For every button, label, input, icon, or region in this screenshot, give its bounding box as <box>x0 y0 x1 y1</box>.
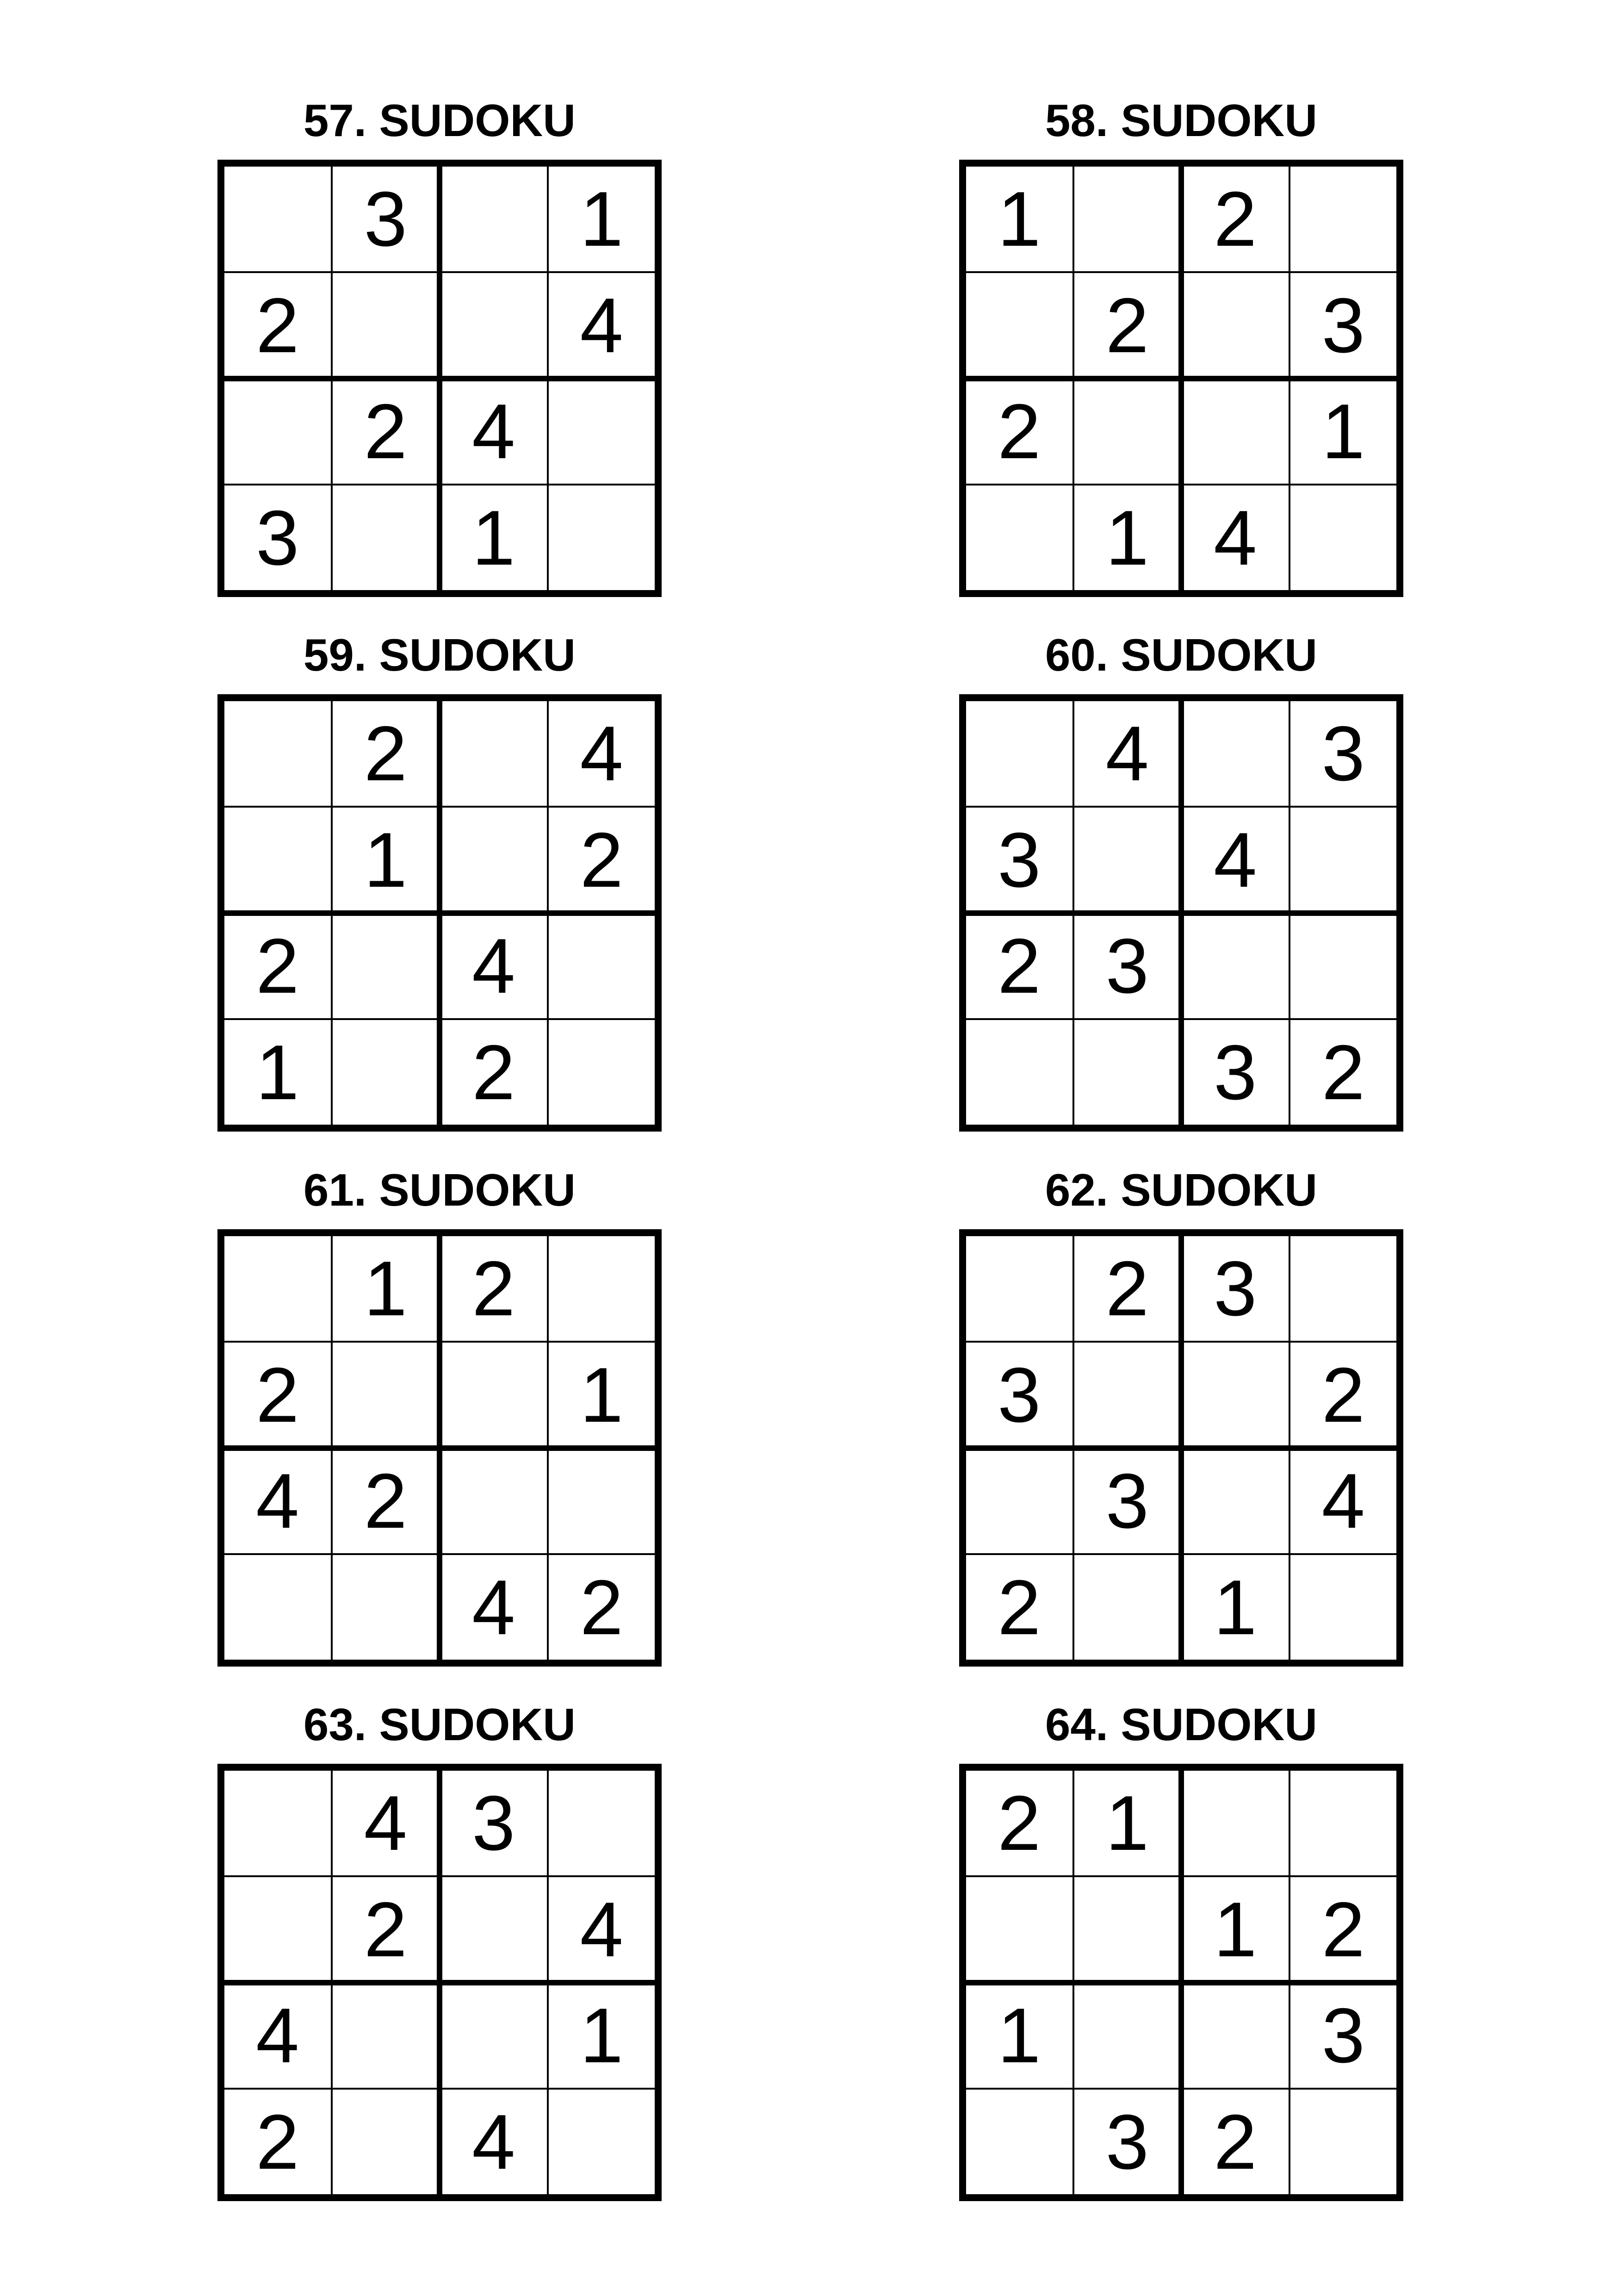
sudoku-cell[interactable] <box>548 379 656 485</box>
sudoku-grid <box>217 160 662 597</box>
sudoku-puzzle <box>959 90 1403 597</box>
sudoku-cell[interactable] <box>548 1770 656 1876</box>
sudoku-cell[interactable]: 3 <box>1289 272 1398 379</box>
sudoku-cell[interactable]: 3 <box>1073 913 1182 1020</box>
sudoku-cell[interactable] <box>965 2089 1073 2195</box>
sudoku-cell[interactable]: 3 <box>1289 700 1398 807</box>
sudoku-cell[interactable] <box>1181 700 1289 807</box>
sudoku-cell[interactable]: 2 <box>965 1554 1073 1661</box>
sudoku-cell[interactable] <box>965 485 1073 591</box>
box-divider-horizontal <box>965 910 1397 916</box>
sudoku-cell[interactable]: 2 <box>548 1554 656 1661</box>
sudoku-cell[interactable]: 4 <box>440 379 548 485</box>
sudoku-cell[interactable]: 4 <box>548 700 656 807</box>
sudoku-cell[interactable] <box>332 272 440 379</box>
sudoku-grid <box>959 160 1403 597</box>
sudoku-cell[interactable]: 3 <box>965 1342 1073 1448</box>
sudoku-cell[interactable] <box>1289 913 1398 1020</box>
sudoku-cell[interactable] <box>1289 2089 1398 2195</box>
sudoku-puzzle <box>959 1694 1403 2201</box>
sudoku-grid <box>959 1764 1403 2201</box>
puzzle-title: 60. SUDOKU <box>1045 629 1318 680</box>
sudoku-cell[interactable]: 1 <box>1289 379 1398 485</box>
sudoku-cell[interactable]: 1 <box>965 166 1073 272</box>
sudoku-cell[interactable] <box>440 1448 548 1555</box>
sudoku-cell[interactable]: 3 <box>1289 1983 1398 2089</box>
sudoku-cell[interactable] <box>965 700 1073 807</box>
sudoku-puzzle <box>959 625 1403 1132</box>
sudoku-cell[interactable]: 4 <box>332 1770 440 1876</box>
sudoku-cell[interactable] <box>548 913 656 1020</box>
sudoku-cell[interactable]: 3 <box>1181 1235 1289 1342</box>
puzzle-title: 62. SUDOKU <box>1045 1164 1318 1215</box>
sudoku-cell[interactable]: 2 <box>1181 2089 1289 2195</box>
sudoku-cell[interactable]: 2 <box>1181 166 1289 272</box>
sudoku-cell[interactable]: 3 <box>1073 1448 1182 1555</box>
box-divider-horizontal <box>223 376 656 381</box>
sudoku-cell[interactable] <box>965 272 1073 379</box>
sudoku-cell[interactable]: 2 <box>965 1770 1073 1876</box>
sudoku-cell[interactable] <box>1289 1554 1398 1661</box>
sudoku-cell[interactable] <box>1181 1342 1289 1448</box>
sudoku-cell[interactable]: 2 <box>1073 1235 1182 1342</box>
sudoku-cell[interactable] <box>1073 379 1182 485</box>
sudoku-cell[interactable] <box>223 1235 332 1342</box>
sudoku-puzzle <box>217 1160 662 1667</box>
sudoku-cell[interactable] <box>440 166 548 272</box>
sudoku-cell[interactable] <box>332 913 440 1020</box>
sudoku-cell[interactable]: 2 <box>440 1019 548 1126</box>
sudoku-cell[interactable]: 1 <box>548 166 656 272</box>
puzzle-title: 58. SUDOKU <box>1045 95 1318 146</box>
sudoku-cell[interactable]: 1 <box>440 485 548 591</box>
box-divider-horizontal <box>965 1980 1397 1985</box>
sudoku-cell[interactable] <box>1289 166 1398 272</box>
sudoku-cell[interactable]: 1 <box>1073 1770 1182 1876</box>
sudoku-cell[interactable]: 2 <box>965 913 1073 1020</box>
sudoku-cell[interactable] <box>223 379 332 485</box>
sudoku-cell[interactable] <box>1073 166 1182 272</box>
sudoku-cell[interactable] <box>1181 272 1289 379</box>
sudoku-cell[interactable]: 2 <box>440 1235 548 1342</box>
box-divider-horizontal <box>223 910 656 916</box>
sudoku-cell[interactable]: 3 <box>440 1770 548 1876</box>
sudoku-cell[interactable]: 1 <box>965 1983 1073 2089</box>
sudoku-cell[interactable]: 3 <box>1073 2089 1182 2195</box>
sudoku-cell[interactable]: 4 <box>1289 1448 1398 1555</box>
sudoku-cell[interactable] <box>965 1876 1073 1983</box>
sudoku-cell[interactable] <box>223 807 332 913</box>
sudoku-puzzle <box>959 1160 1403 1667</box>
sudoku-cell[interactable]: 2 <box>223 913 332 1020</box>
sudoku-cell[interactable]: 2 <box>332 700 440 807</box>
sudoku-cell[interactable] <box>223 166 332 272</box>
sudoku-cell[interactable]: 4 <box>1181 485 1289 591</box>
sudoku-cell[interactable] <box>1289 485 1398 591</box>
puzzle-title: 63. SUDOKU <box>303 1699 576 1750</box>
sudoku-cell[interactable]: 4 <box>440 1554 548 1661</box>
sudoku-cell[interactable] <box>548 485 656 591</box>
puzzle-title: 59. SUDOKU <box>303 629 576 680</box>
sudoku-puzzle <box>217 1694 662 2201</box>
sudoku-puzzle <box>217 90 662 597</box>
sudoku-cell[interactable]: 4 <box>440 2089 548 2195</box>
sudoku-cell[interactable]: 2 <box>223 2089 332 2195</box>
sudoku-cell[interactable]: 1 <box>223 1019 332 1126</box>
sudoku-cell[interactable] <box>1073 1983 1182 2089</box>
sudoku-cell[interactable]: 3 <box>1181 1019 1289 1126</box>
sudoku-cell[interactable] <box>223 700 332 807</box>
sudoku-cell[interactable]: 4 <box>1181 807 1289 913</box>
sudoku-cell[interactable] <box>1181 379 1289 485</box>
sudoku-cell[interactable]: 4 <box>548 1876 656 1983</box>
sudoku-cell[interactable] <box>1073 1342 1182 1448</box>
sudoku-cell[interactable] <box>440 807 548 913</box>
sudoku-cell[interactable] <box>965 1019 1073 1126</box>
sudoku-cell[interactable]: 3 <box>965 807 1073 913</box>
sudoku-grid <box>217 694 662 1132</box>
sudoku-grid <box>959 694 1403 1132</box>
sudoku-cell[interactable] <box>332 1983 440 2089</box>
sudoku-cell[interactable] <box>332 1554 440 1661</box>
sudoku-cell[interactable]: 1 <box>332 1235 440 1342</box>
sudoku-cell[interactable] <box>1073 807 1182 913</box>
sudoku-cell[interactable] <box>1181 913 1289 1020</box>
sudoku-cell[interactable]: 2 <box>965 379 1073 485</box>
box-divider-horizontal <box>965 376 1397 381</box>
sudoku-grid <box>217 1229 662 1667</box>
sudoku-cell[interactable] <box>223 1770 332 1876</box>
sudoku-grid <box>959 1229 1403 1667</box>
sudoku-cell[interactable]: 2 <box>332 1876 440 1983</box>
sudoku-cell[interactable] <box>223 1876 332 1983</box>
sudoku-cell[interactable]: 4 <box>223 1448 332 1555</box>
sudoku-cell[interactable]: 2 <box>548 807 656 913</box>
sudoku-cell[interactable]: 1 <box>332 807 440 913</box>
sudoku-cell[interactable]: 4 <box>548 272 656 379</box>
sudoku-cell[interactable]: 2 <box>1289 1019 1398 1126</box>
sudoku-cell[interactable] <box>440 700 548 807</box>
sudoku-cell[interactable] <box>1289 1235 1398 1342</box>
sudoku-grid <box>217 1764 662 2201</box>
sudoku-cell[interactable] <box>332 2089 440 2195</box>
box-divider-horizontal <box>965 1445 1397 1451</box>
sudoku-cell[interactable] <box>1181 1983 1289 2089</box>
sudoku-cell[interactable] <box>548 1019 656 1126</box>
sudoku-cell[interactable]: 2 <box>1289 1876 1398 1983</box>
sudoku-puzzle <box>217 625 662 1132</box>
sudoku-cell[interactable] <box>1289 1770 1398 1876</box>
sudoku-cell[interactable] <box>332 1019 440 1126</box>
sudoku-cell[interactable] <box>223 1554 332 1661</box>
sudoku-cell[interactable]: 1 <box>1073 485 1182 591</box>
box-divider-horizontal <box>223 1445 656 1451</box>
puzzle-title: 61. SUDOKU <box>303 1164 576 1215</box>
sudoku-cell[interactable]: 3 <box>332 166 440 272</box>
sudoku-cell[interactable]: 4 <box>1073 700 1182 807</box>
sudoku-cell[interactable] <box>1073 1019 1182 1126</box>
sudoku-cell[interactable]: 4 <box>223 1983 332 2089</box>
sudoku-cell[interactable]: 2 <box>223 272 332 379</box>
sudoku-cell[interactable] <box>1181 1770 1289 1876</box>
sudoku-cell[interactable] <box>1289 807 1398 913</box>
sudoku-cell[interactable] <box>332 485 440 591</box>
sudoku-cell[interactable]: 1 <box>548 1342 656 1448</box>
sudoku-cell[interactable]: 2 <box>332 1448 440 1555</box>
sudoku-cell[interactable]: 1 <box>1181 1554 1289 1661</box>
sudoku-cell[interactable] <box>548 2089 656 2195</box>
sudoku-cell[interactable] <box>548 1448 656 1555</box>
sudoku-cell[interactable] <box>1181 1448 1289 1555</box>
sudoku-cell[interactable] <box>440 1983 548 2089</box>
sudoku-cell[interactable] <box>1073 1554 1182 1661</box>
sudoku-cell[interactable]: 1 <box>1181 1876 1289 1983</box>
box-divider-horizontal <box>223 1980 656 1985</box>
sudoku-cell[interactable]: 3 <box>223 485 332 591</box>
sudoku-cell[interactable] <box>332 1342 440 1448</box>
puzzle-title: 57. SUDOKU <box>303 95 576 146</box>
sudoku-cell[interactable] <box>965 1235 1073 1342</box>
sudoku-cell[interactable] <box>440 1876 548 1983</box>
sudoku-cell[interactable]: 2 <box>1073 272 1182 379</box>
sudoku-cell[interactable]: 2 <box>1289 1342 1398 1448</box>
sudoku-cell[interactable]: 4 <box>440 913 548 1020</box>
puzzle-title: 64. SUDOKU <box>1045 1699 1318 1750</box>
sudoku-cell[interactable]: 1 <box>548 1983 656 2089</box>
sudoku-cell[interactable]: 2 <box>223 1342 332 1448</box>
sudoku-cell[interactable] <box>548 1235 656 1342</box>
sudoku-cell[interactable] <box>1073 1876 1182 1983</box>
sudoku-cell[interactable] <box>440 272 548 379</box>
sudoku-cell[interactable] <box>965 1448 1073 1555</box>
sudoku-cell[interactable] <box>440 1342 548 1448</box>
sudoku-cell[interactable]: 2 <box>332 379 440 485</box>
